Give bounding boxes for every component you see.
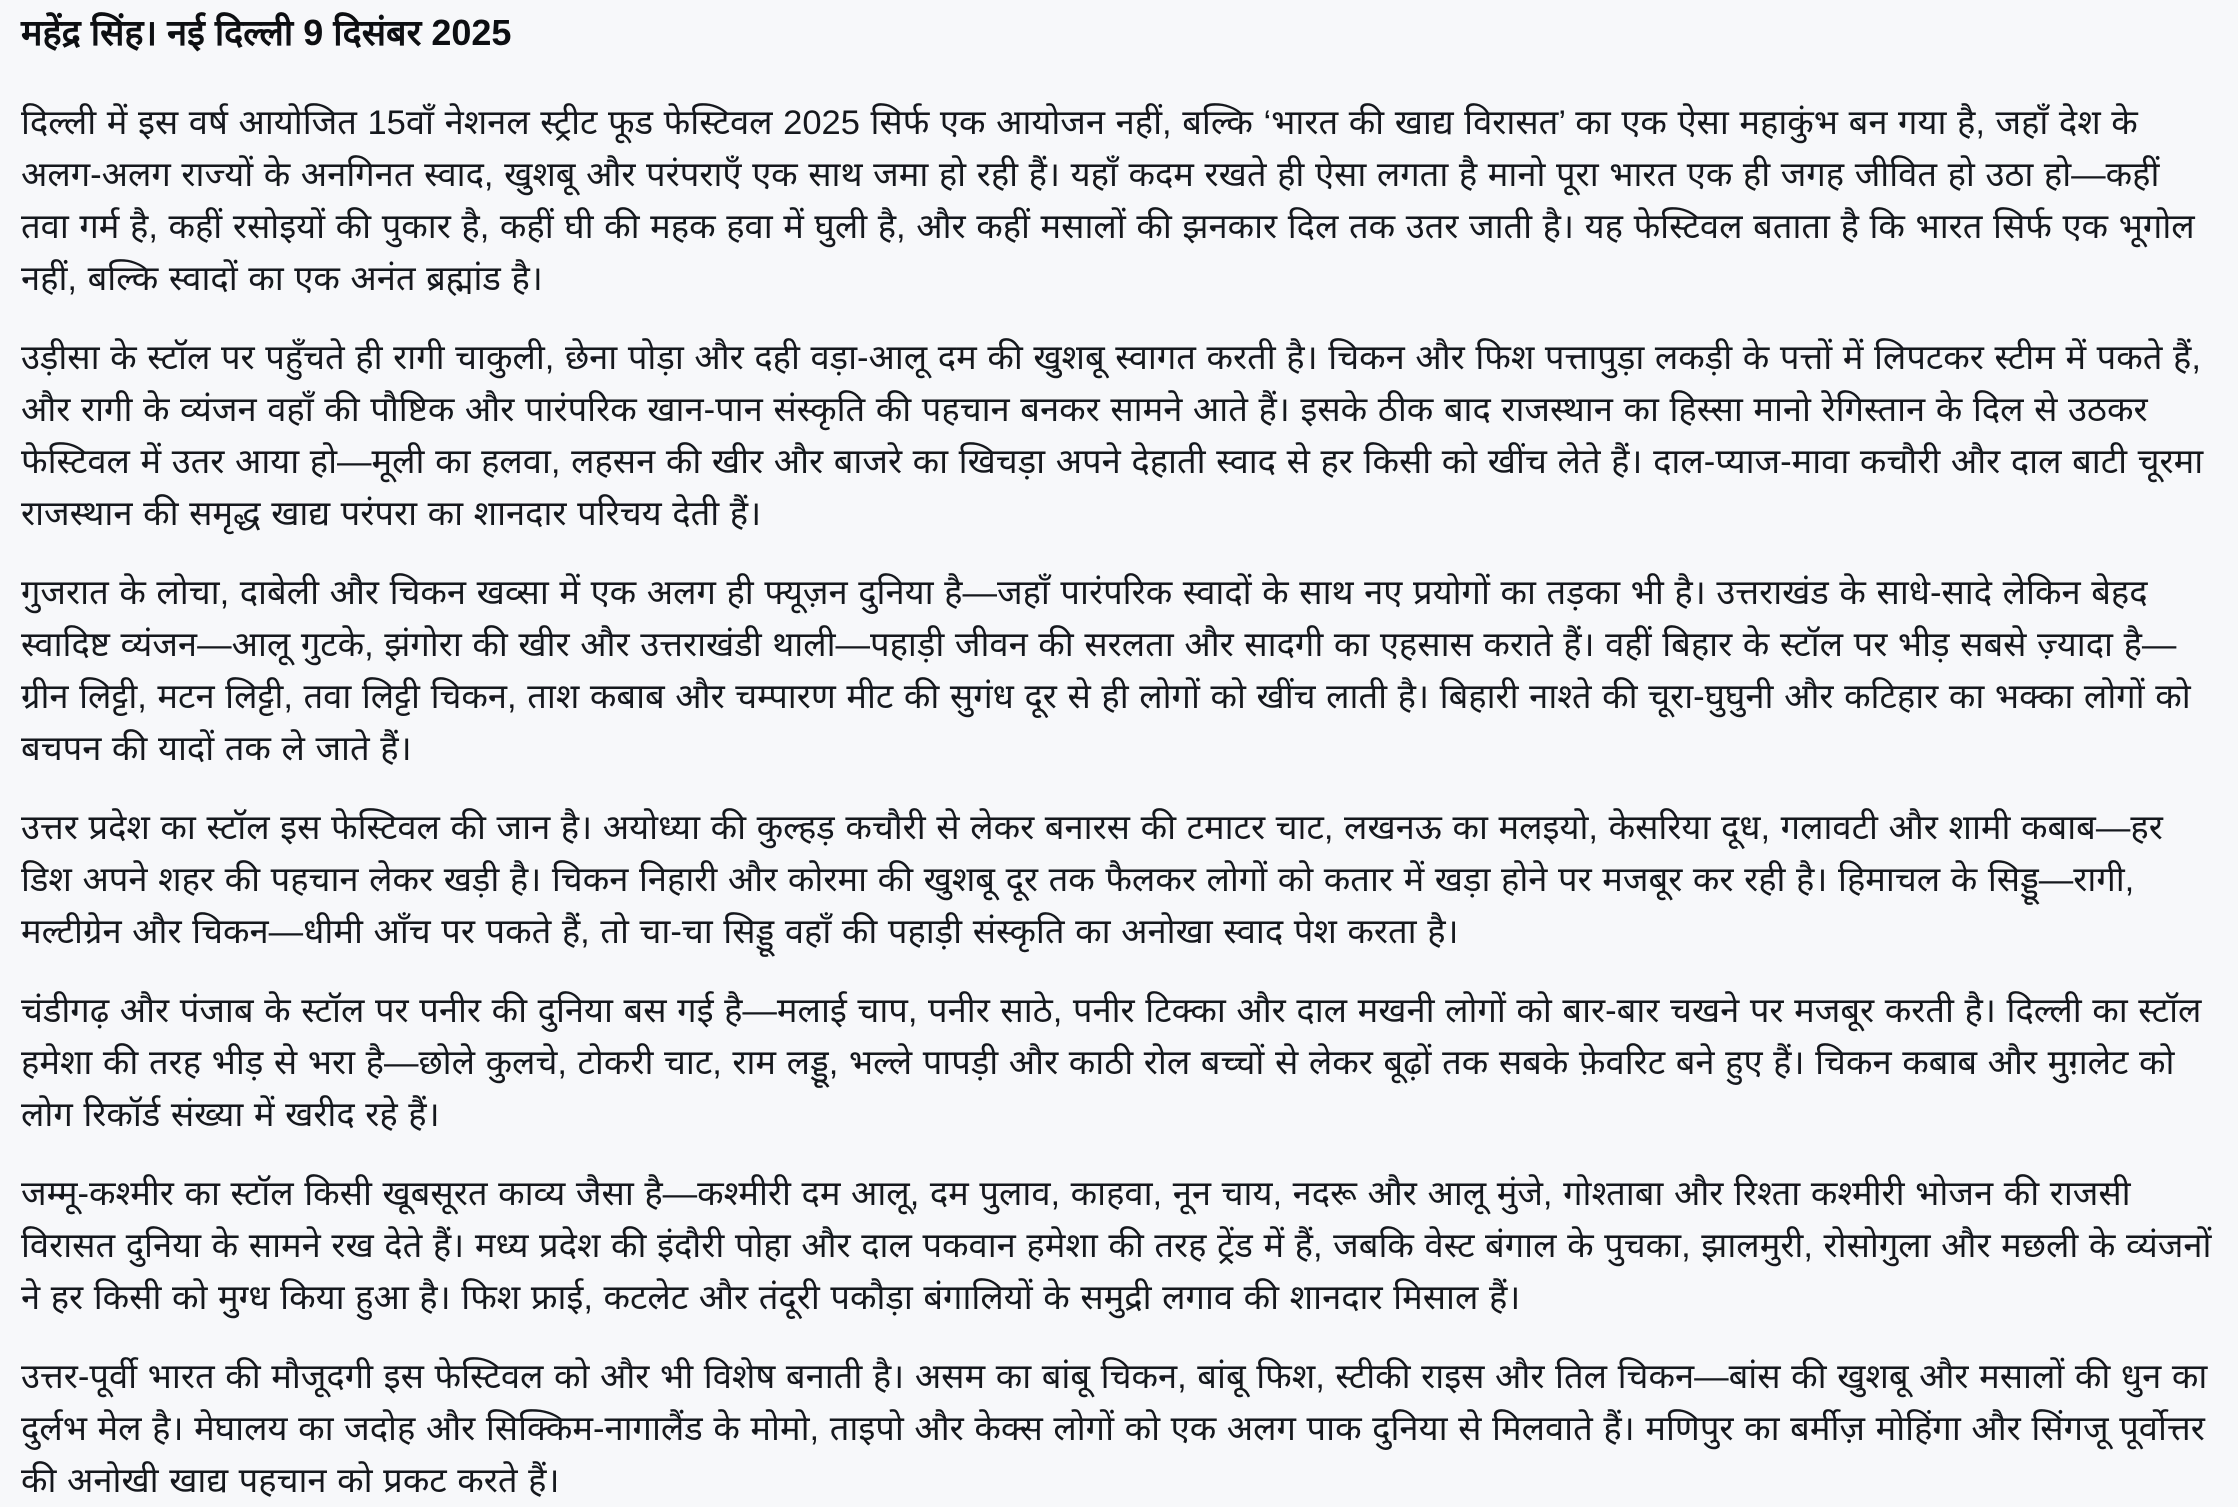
article-paragraph-4: उत्तर प्रदेश का स्टॉल इस फेस्टिवल की जान है। अयोध्या की कुल्हड़ कचौरी से लेकर बनारस की टमाटर चाट, लखनऊ का मलइयो, केसरिया दूध, गलावटी और शामी कबाब—हर डिश अपने शहर की पहचान लेकर खड़ी है। चिकन निहारी और कोरमा की खुशबू दूर तक फैलकर लोगों को कतार में खड़ा होने पर मजबूर कर रही है। हिमाचल के सिड्डू—रागी, मल्टीग्रेन और चिकन—धीमी आँच पर पकते हैं, तो चा-चा सिड्डू वहाँ की पहाड़ी संस्कृति का अनोखा स्वाद पेश करता है। bbox=[21, 809, 2163, 951]
article-paragraph-5: चंडीगढ़ और पंजाब के स्टॉल पर पनीर की दुनिया बस गई है—मलाई चाप, पनीर साठे, पनीर टिक्का और दाल मखनी लोगों को बार-बार चखने पर मजबूर करती है। दिल्ली का स्टॉल हमेशा की तरह भीड़ से भरा है—छोले कुलचे, टोकरी चाट, राम लड्डू, भल्ले पापड़ी और काठी रोल बच्चों से लेकर बूढ़ों तक सबके फ़ेवरिट बने हुए हैं। चिकन कबाब और मुग़लेट को लोग रिकॉर्ड संख्या में खरीद रहे हैं। bbox=[21, 992, 2202, 1134]
article-paragraph-1: दिल्ली में इस वर्ष आयोजित 15वाँ नेशनल स्ट्रीट फूड फेस्टिवल 2025 सिर्फ एक आयोजन नहीं, बल्कि ‘भारत की खाद्य विरासत’ का एक ऐसा महाकुंभ बन गया है, जहाँ देश के अलग-अलग राज्यों के अनगिनत स्वाद, खुशबू और परंपराएँ एक साथ जमा हो रही हैं। यहाँ कदम रखते ही ऐसा लगता है मानो पूरा भारत एक ही जगह जीवित हो उठा हो—कहीं तवा गर्म है, कहीं रसोइयों की पुकार है, कहीं घी की महक हवा में घुली है, और कहीं मसालों की झनकार दिल तक उतर जाती है। यह फेस्टिवल बताता है कि भारत सिर्फ एक भूगोल नहीं, बल्कि स्वादों का एक अनंत ब्रह्मांड है। bbox=[21, 104, 2195, 298]
article-paragraph-6: जम्मू-कश्मीर का स्टॉल किसी खूबसूरत काव्य जैसा है—कश्मीरी दम आलू, दम पुलाव, काहवा, नून चाय, नदरू और आलू मुंजे, गोश्ताबा और रिश्ता कश्मीरी भोजन की राजसी विरासत दुनिया के सामने रख देते हैं। मध्य प्रदेश की इंदौरी पोहा और दाल पकवान हमेशा की तरह ट्रेंड में हैं, जबकि वेस्ट बंगाल के पुचका, झालमुरी, रोसोगुला और मछली के व्यंजनों ने हर किसी को मुग्ध किया हुआ है। फिश फ्राई, कटलेट और तंदूरी पकौड़ा बंगालियों के समुद्री लगाव की शानदार मिसाल हैं। bbox=[21, 1175, 2212, 1317]
article-paragraph-2: उड़ीसा के स्टॉल पर पहुँचते ही रागी चाकुली, छेना पोड़ा और दही वड़ा-आलू दम की खुशबू स्वागत करती है। चिकन और फिश पत्तापुड़ा लकड़ी के पत्तों में लिपटकर स्टीम में पकते हैं, और रागी के व्यंजन वहाँ की पौष्टिक और पारंपरिक खान-पान संस्कृति की पहचान बनकर सामने आते हैं। इसके ठीक बाद राजस्थान का हिस्सा मानो रेगिस्तान के दिल से उठकर फेस्टिवल में उतर आया हो—मूली का हलवा, लहसन की खीर और बाजरे का खिचड़ा अपने देहाती स्वाद से हर किसी को खींच लेते हैं। दाल-प्याज-मावा कचौरी और दाल बाटी चूरमा राजस्थान की समृद्ध खाद्य परंपरा का शानदार परिचय देती हैं। bbox=[21, 339, 2204, 533]
article-paragraph-3: गुजरात के लोचा, दाबेली और चिकन खव्सा में एक अलग ही फ्यूज़न दुनिया है—जहाँ पारंपरिक स्वादों के साथ नए प्रयोगों का तड़का भी है। उत्तराखंड के साधे-सादे लेकिन बेहद स्वादिष्ट व्यंजन—आलू गुटके, झंगोरा की खीर और उत्तराखंडी थाली—पहाड़ी जीवन की सरलता और सादगी का एहसास कराते हैं। वहीं बिहार के स्टॉल पर भीड़ सबसे ज़्यादा है—ग्रीन लिट्टी, मटन लिट्टी, तवा लिट्टी चिकन, ताश कबाब और चम्पारण मीट की सुगंध दूर से ही लोगों को खींच लाती है। बिहारी नाश्ते की चूरा-घुघुनी और कटिहार का भक्का लोगों को बचपन की यादों तक ले जाते हैं। bbox=[21, 574, 2191, 768]
article-paragraph-7: उत्तर-पूर्वी भारत की मौजूदगी इस फेस्टिवल को और भी विशेष बनाती है। असम का बांबू चिकन, बांबू फिश, स्टीकी राइस और तिल चिकन—बांस की खुशबू और मसालों की धुन का दुर्लभ मेल है। मेघालय का जदोह और सिक्किम-नागालैंड के मोमो, ताइपो और केक्स लोगों को एक अलग पाक दुनिया से मिलवाते हैं। मणिपुर का बर्मीज़ मोहिंगा और सिंगजू पूर्वोत्तर की अनोखी खाद्य पहचान को प्रकट करते हैं। bbox=[21, 1358, 2208, 1500]
byline: महेंद्र सिंह। नई दिल्ली 9 दिसंबर 2025 bbox=[21, 12, 512, 53]
